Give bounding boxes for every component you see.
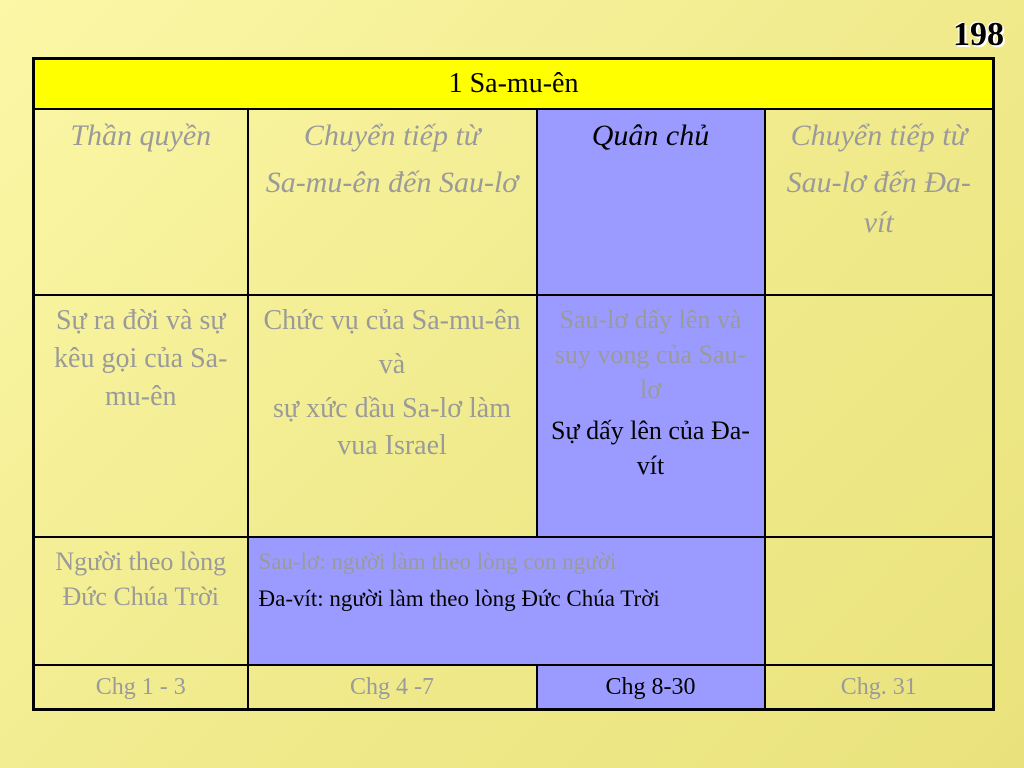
chapters-1-3: Chg 1 - 3 [34,665,248,710]
table-row [34,665,994,710]
heart-god-text: Người theo lòng Đức Chúa Trời [55,547,227,612]
header-transition-line1: Chuyển tiếp từ [303,119,481,152]
table-row [34,109,994,295]
chapters-8-30: Chg 8-30 [537,665,765,710]
book-title: 1 Sa-mu-ên [34,59,994,110]
table-row [34,537,994,665]
chapters-4-7: Chg 4 -7 [248,665,537,710]
header-transition2-line2: Sau-lơ đến Đa-vít [786,165,971,239]
header-monarchy [537,109,765,295]
event-ministry-line1: Chức vụ của Sa-mu-ên [263,305,521,336]
event-ministry-line2: và [378,348,406,380]
header-transition-saul-david [765,109,994,295]
event-saul-rise-fall [537,295,765,537]
header-transition-samuel-saul [248,109,537,295]
event-empty-cell [765,295,994,537]
header-monarchy-text: Quân chủ [591,119,710,152]
samuel-overview-table [32,57,995,711]
event-samuel-ministry [248,295,537,537]
header-theocracy [34,109,248,295]
event-samuel-birth [34,295,248,537]
heart-god-cell [34,537,248,665]
header-transition-line2: Sa-mu-ên đến Sau-lơ [265,165,519,199]
header-theocracy-text: Thần quyền [70,119,212,152]
event-samuel-birth-text: Sự ra đời và sự kêu gọi của Sa-mu-ên [54,305,228,412]
event-david-line: Sự dấy lên của Đa-vít [551,416,750,481]
header-transition2-line1: Chuyển tiếp từ [790,119,967,152]
event-ministry-line3: sự xức dầu Sa-lơ làm vua Israel [273,392,511,462]
event-saul-line: Sau-lơ dấy lên và suy vong của Sau-lơ [554,305,747,405]
slide-number: 198 [953,16,1004,53]
heart-comparison-cell [248,537,765,665]
table-row [34,295,994,537]
heart-empty-cell [765,537,994,665]
heart-david-line: Đa-vít: người làm theo lòng Đức Chúa Trời [258,586,660,612]
heart-saul-line: Sau-lơ: người làm theo lòng con người [258,549,617,574]
table-title-row [34,59,994,110]
chapters-31: Chg. 31 [765,665,994,710]
